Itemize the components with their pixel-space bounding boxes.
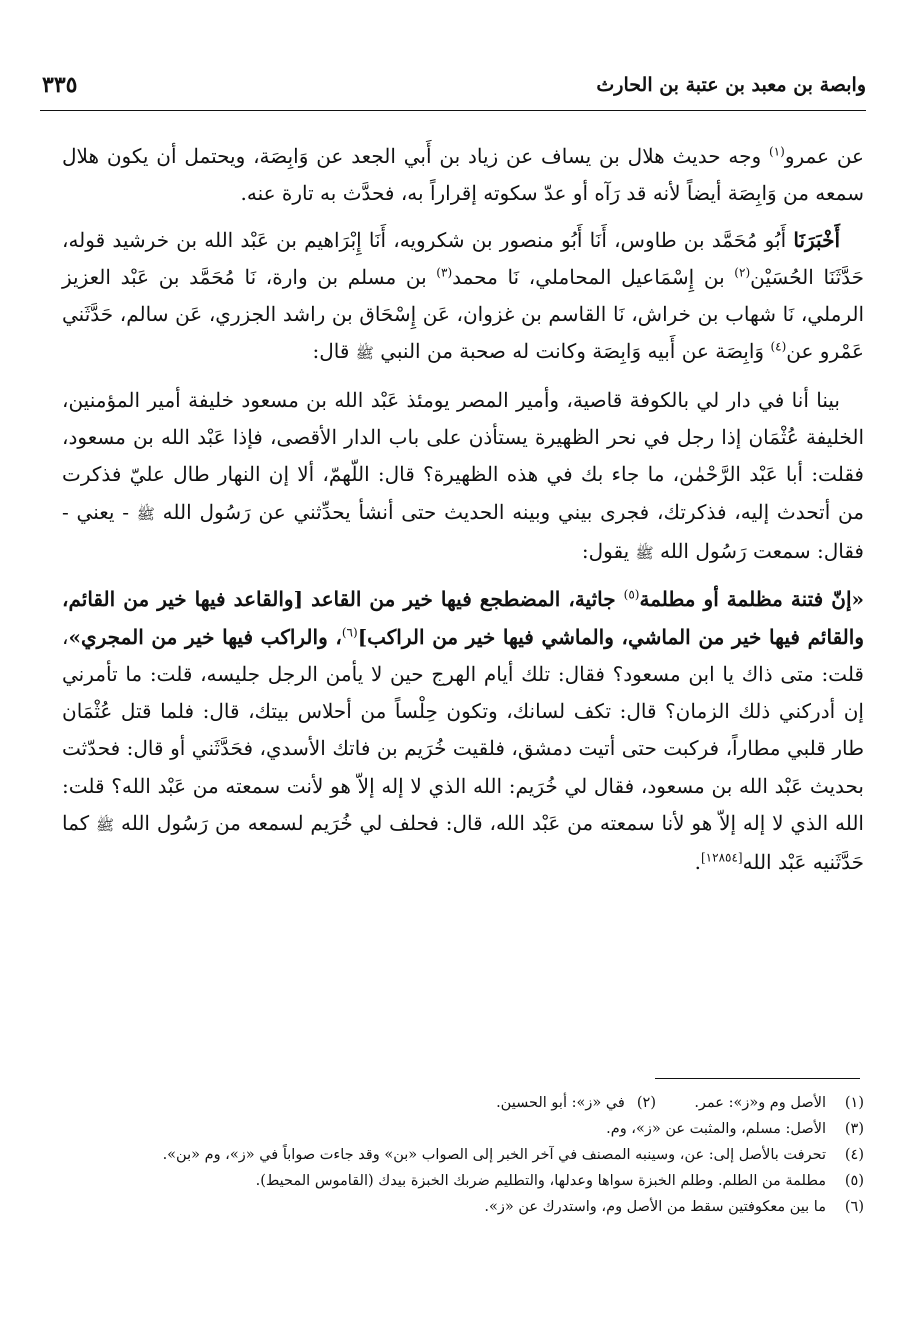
main-text [62, 138, 864, 882]
footnote-text: ما بين معكوفتين سقط من الأصل وم، واستدرك عن «ز». [484, 1199, 826, 1215]
text-run: بن إِسْمَاعيل المحاملي، نَا محمد [452, 264, 735, 289]
footnote-text: في «ز»: أبو الحسين. [496, 1095, 625, 1111]
text-run: قال: [312, 339, 356, 364]
salawat-symbol: ﷺ [635, 543, 654, 562]
text-run: وجه حديث هلال بن يساف عن زياد بن أَبي الجعد عن وَابِصَة، ويحتمل أن يكون هلال سمعه من وَابِصَة أيضاً لأنه قد رَآه أو عدّ سكوته إقراراً به، فحدَّث به تارة عنه. [62, 144, 864, 206]
paragraph-1 [62, 138, 864, 213]
akhbarana-keyword: أَخْبَرَنَا [793, 227, 840, 252]
paragraph-2-isnad [62, 222, 864, 373]
footnote-ref-3: (٣) [436, 265, 453, 280]
footnote-1-2 [62, 1090, 864, 1116]
footnote-5 [62, 1168, 864, 1194]
text-run: كما حَدَّثَنيه عَبْد الله [62, 811, 864, 875]
footnote-6 [62, 1194, 864, 1220]
footnote-divider [655, 1078, 860, 1079]
footnote-ref-1: (١) [768, 144, 785, 159]
text-run: . [694, 850, 701, 875]
hadith-text: جاثية، المضطجع فيها خير من القاعد [والقاعد فيها خير من القائم، والقائم فيها خير من الماشي، والماشي فيها خير من الراكب] [62, 587, 864, 649]
footnote-number: (٣) [844, 1121, 864, 1137]
paragraph-3-narration [62, 382, 864, 572]
footnote-number: (٢) [636, 1095, 656, 1111]
text-run: عن عمرو [784, 144, 864, 168]
footnotes [62, 1090, 864, 1220]
text-run: وَابِصَة عن أَبيه وَابِصَة وكانت له صحبة من النبي [373, 339, 771, 364]
text-run: بن مسلم بن وارة، نَا مُحَمَّد بن عَبْد العزيز الرملي، نَا شهاب بن خراش، نَا القاسم بن غزوان، عَن إِسْحَاق بن راشد الجزري، عَن سالم، حَدَّثَني عَمْرو عن [62, 264, 864, 364]
footnote-number: (١) [844, 1095, 864, 1111]
footnote-number: (٦) [844, 1199, 864, 1215]
footnote-text: مطلمة من الطلم. وطلم الخبزة سواها وعدلها، والتطليم ضربك الخبزة بيدك (القاموس المحيط). [255, 1173, 826, 1189]
running-title: وابصة بن معبد بن عتبة بن الحارث [596, 74, 866, 96]
footnote-number: (٥) [844, 1173, 864, 1189]
page-number: ٣٣٥ [42, 72, 78, 98]
salawat-symbol: ﷺ [355, 344, 374, 363]
footnote-text-pair [62, 1090, 826, 1116]
hadith-text: «إنّ فتنة مظلمة أو مطلمة [639, 587, 865, 612]
footnote-2 [496, 1090, 656, 1116]
footnote-number: (٤) [844, 1147, 864, 1163]
page-header [40, 68, 866, 111]
paragraph-4-hadith [62, 581, 864, 881]
salawat-symbol: ﷺ [96, 816, 115, 835]
text-run: ، قلت: متى ذاك يا ابن مسعود؟ فقال: تلك أيام الهرج حين لا يأمن الرجل جليسه، قلت: ما تأمرني إن أدركني ذلك الزمان؟ قال: تكف لسانك، وتكون حِلْساً من أحلاس بيتك، قال: فلما قتل عُثْمَان طار قلبي مطاراً، فركبت حتى أتيت دمشق، فلقيت خُرَيم بن فاتك الأسدي، فحَدَّثَني أو قال: فحدّثت بحديث عَبْد الله بن مسعود، فقال لي خُرَيم: الله الذي لا إله إلاّ هو لأنت سمعته من عَبْد الله؟ قلت: الله الذي لا إله إلاّ هو لأنا سمعته من عَبْد الله، قال: فحلف لي خُرَيم لسمعه من رَسُول الله [62, 624, 864, 836]
footnote-text: الأصل: مسلم، والمثبت عن «ز»، وم. [606, 1121, 826, 1137]
salawat-symbol: ﷺ [136, 504, 155, 523]
footnote-text: الأصل وم و«ز»: عمر. [694, 1095, 826, 1111]
footnote-4 [62, 1142, 864, 1168]
footnote-ref-6: (٦) [341, 624, 358, 639]
hadith-text: ، والراكب فيها خير من المجري» [68, 624, 342, 649]
text-run: - يعني - فقال: سمعت رَسُول الله [62, 499, 864, 563]
footnote-ref-5: (٥) [623, 587, 640, 602]
hadith-number: [١٢٨٥٤] [700, 850, 743, 865]
text-run: أَبُو مُحَمَّد بن طاوس، أَنَا أَبُو منصور بن شكرويه، أَنَا إِبْرَاهيم بن عَبْد الله بن خرشيد قوله، حَدَّثَنَا الحُسَيْن [62, 227, 864, 289]
footnote-3 [62, 1116, 864, 1142]
footnote-ref-4: (٤) [770, 339, 787, 354]
text-run: بينا أنا في دار لي بالكوفة قاصية، وأمير المصر يومئذ عَبْد الله بن مسعود خليفة أمير المؤمنين، الخليفة عُثْمَان إذا رجل في نحر الظهيرة يستأذن على باب الدار الأقصى، فإذا عَبْد الله بن مسعود، فقلت: أبا عَبْد الرَّحْمٰن، ما جاء بك في هذه الظهيرة؟ قال: اللّهمّ، ألا إن النهار طال عليّ فذكرت من أتحدث إليه، فذكرتك، فجرى بيني وبينه الحديث حتى أنشأ يحدِّثني عن رَسُول الله [62, 387, 864, 524]
footnote-text: تحرفت بالأصل إلى: عن، وسينبه المصنف في آخر الخبر إلى الصواب «بن» وقد جاءت صواباً في «ز»، وم «بن». [162, 1147, 826, 1163]
footnote-ref-2: (٢) [734, 265, 751, 280]
text-run: يقول: [581, 538, 636, 563]
